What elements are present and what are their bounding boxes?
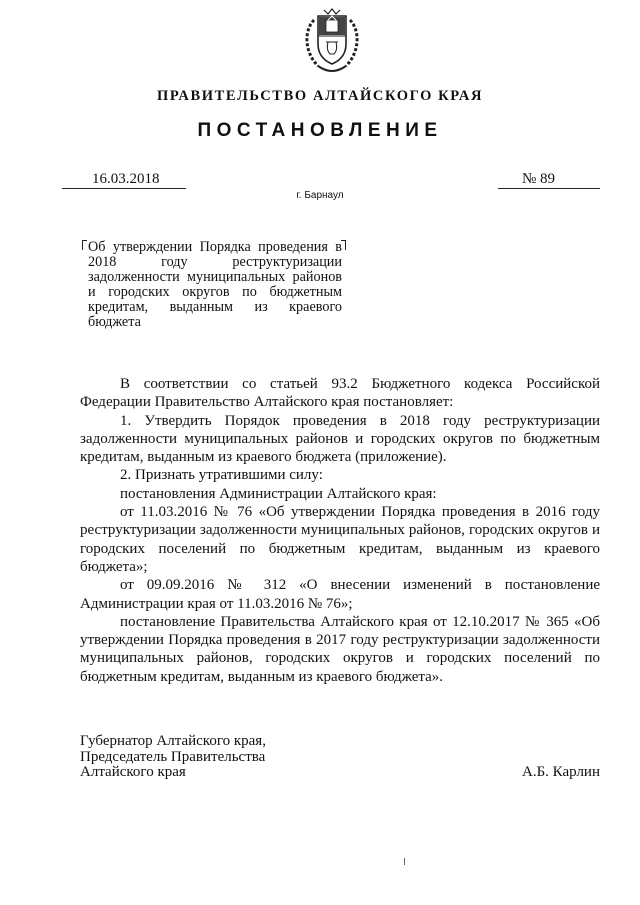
- body-paragraph: постановление Правительства Алтайского края от 12.10.2017 № 365 «Об утверждении Порядка проведения в 2017 году реструктуризации задолженности муниципальных районов, городских округов и городских поселений по бюджетным кредитам, выданным из краевого бюджета».: [80, 613, 600, 685]
- document-number: № 89: [498, 170, 600, 189]
- document-type: ПОСТАНОВЛЕНИЕ: [197, 120, 443, 141]
- title-corner-left: [82, 240, 87, 250]
- coat-of-arms-icon: [300, 6, 364, 78]
- signer-position-line: Алтайского края: [80, 764, 186, 780]
- signer-name: А.Б. Карлин: [521, 764, 600, 780]
- government-name: ПРАВИТЕЛЬСТВО АЛТАЙСКОГО КРАЯ: [156, 88, 484, 104]
- signature-block: [80, 734, 600, 781]
- document-title-block: [82, 240, 342, 330]
- signer-position-line: Председатель Правительства: [80, 748, 266, 765]
- document-date: 16.03.2018: [62, 170, 186, 189]
- document-city: г. Барнаул: [296, 190, 344, 201]
- body-paragraph: 2. Признать утратившими силу:: [120, 467, 323, 484]
- body-paragraph: постановления Администрации Алтайского края:: [120, 485, 437, 502]
- body-paragraph: 1. Утвердить Порядок проведения в 2018 году реструктуризации задолженности муниципальных районов и городских округов по бюджетным кредитам, выданным из краевого бюджета (приложение).: [80, 412, 600, 466]
- page-mark: [404, 858, 405, 865]
- body-paragraph: от 11.03.2016 № 76 «Об утверждении Порядка проведения в 2016 году реструктуризации задолженности муниципальных районов, городских округов и городских поселений по бюджетным кредитам, выданным из краевого бюджета»;: [80, 504, 600, 575]
- body-paragraph: В соответствии со статьей 93.2 Бюджетного кодекса Российской Федерации Правительство Алтайского края постановляет:: [80, 376, 600, 411]
- title-corner-right: [341, 240, 346, 250]
- document-title: Об утверждении Порядка проведения в 2018 году реструктуризации задолженности муниципальных районов и городских округов по бюджетным кредитам, выданным из краевого бюджета: [88, 239, 342, 330]
- signer-position-line: Губернатор Алтайского края,: [80, 733, 266, 749]
- document-body: [80, 375, 600, 686]
- body-paragraph: от 09.09.2016 № 312 «О внесении изменений в постановление Администрации края от 11.03.2016 № 76»;: [80, 577, 600, 612]
